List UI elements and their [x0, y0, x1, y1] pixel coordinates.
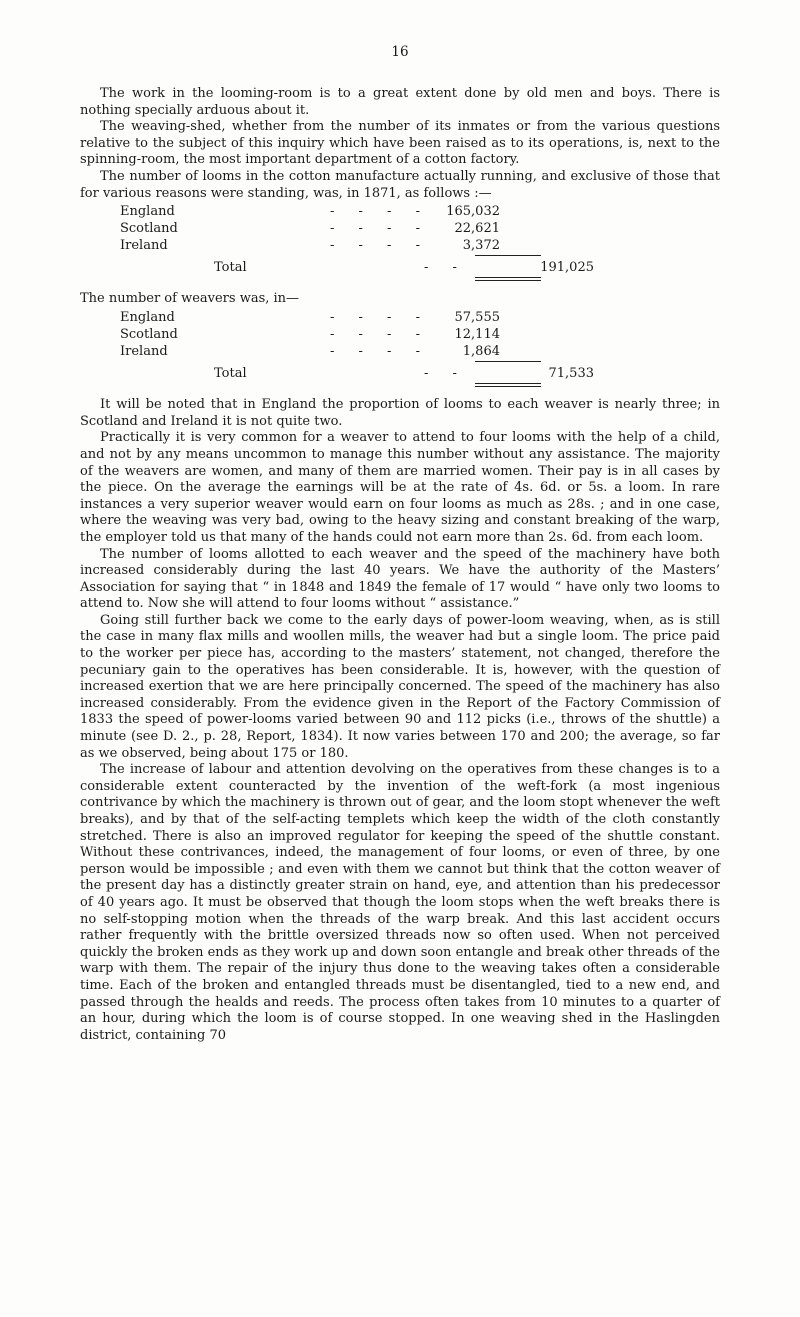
weavers-total-double-rule [475, 383, 541, 387]
weavers-total-value: 71,533 [548, 366, 594, 382]
weavers-row-value: 1,864 [462, 344, 500, 360]
looms-table [80, 204, 720, 281]
looms-total-dashes: - - [424, 260, 467, 276]
paragraph-looming-room: The work in the looming-room is to a great extent done by old men and boys. There is nothing specially arduous about it. [80, 86, 720, 118]
looms-total-label: Total [214, 260, 247, 276]
paragraph-four-looms: Practically it is very common for a weaver to attend to four looms with the help of a child, and not by any means uncommon to manage this number without any assistance. The majority of the weavers are women, and many of them are married women. Their pay is in all cases by the piece. On the average the earnings will be at the rate of 4s. 6d. or 5s. a loom. In rare instances a very superior weaver would earn on four looms as much as 28s. ; and in one case, where the weaving was very bad, owing to the heavy sizing and constant breaking of the warp, the employer told us that many of the hands could not earn more than 2s. 6d. from each loom. [80, 430, 720, 545]
looms-row-label: England [120, 204, 175, 220]
looms-row-value: 165,032 [446, 204, 500, 220]
weavers-intro: The number of weavers was, in— [80, 291, 300, 307]
looms-total-row [80, 260, 720, 277]
weavers-row-dashes: - - - - [330, 344, 430, 360]
looms-row-value: 22,621 [454, 221, 500, 237]
paragraph-increase-of-labour: The increase of labour and attention devolving on the operatives from these changes is to a considerable extent counteracted by the invention of the weft-fork (a most ingenious contrivance by which the machinery is thrown out of gear, and the loom stopt whenever the weft breaks), and by that of the self-acting templets which keep the width of the cloth constantly stretched. There is also an improved regulator for keeping the speed of the shuttle constant. Without these contrivances, indeed, the management of four looms, or even of three, by one person would be impossible ; and even with them we cannot but think that the cotton weaver of the present day has a distinctly greater strain on hand, eye, and attention than his predecessor of 40 years ago. It must be observed that though the loom stops when the weft breaks there is no self-stopping motion when the threads of the warp break. And this last accident occurs rather frequently with the brittle oversized threads now so often used. When not perceived quickly the broken ends as they work up and down soon entangle and break other threads of the warp with them. The repair of the injury thus done to the weaving takes often a considerable time. Each of the broken and entangled threads must be disentangled, tied to a new end, and passed through the healds and reeds. The process often takes from 10 minutes to a quarter of an hour, during which the loom is of course stopped. In one weaving shed in the Haslingden district, containing 70 [80, 762, 720, 1043]
weavers-total-label: Total [214, 366, 247, 382]
body-text [80, 86, 720, 1044]
weavers-table [80, 310, 720, 387]
weavers-row-england [80, 310, 720, 327]
looms-row-value: 3,372 [462, 238, 500, 254]
paragraph-proportion: It will be noted that in England the proportion of looms to each weaver is nearly three; in Scotland and Ireland it is not quite two. [80, 397, 720, 429]
weavers-row-ireland [80, 344, 720, 361]
looms-row-dashes: - - - - [330, 238, 430, 254]
looms-row-label: Scotland [120, 221, 178, 237]
weavers-row-label: Ireland [120, 344, 168, 360]
looms-row-dashes: - - - - [330, 204, 430, 220]
weavers-row-label: Scotland [120, 327, 178, 343]
looms-row-dashes: - - - - [330, 221, 430, 237]
paragraph-looms-allotted: The number of looms allotted to each weaver and the speed of the machinery have both increased considerably during the last 40 years. We have the authority of the Masters’ Association for saying that “ in 1848 and 1849 the female of 17 would “ have only two looms to attend to. Now she will attend to four looms without “ assistance.” [80, 546, 720, 612]
looms-total-value: 191,025 [540, 260, 594, 276]
looms-row-england [80, 204, 720, 221]
looms-total-double-rule [475, 277, 541, 281]
looms-row-scotland [80, 221, 720, 238]
weavers-row-dashes: - - - - [330, 310, 430, 326]
weavers-total-dashes: - - [424, 366, 467, 382]
paragraph-weaving-shed: The weaving-shed, whether from the number of its inmates or from the various questions relative to the subject of this inquiry which have been raised as to its operations, is, next to the spinning-room, the most important department of a cotton factory. [80, 119, 720, 168]
looms-row-label: Ireland [120, 238, 168, 254]
weavers-total-row [80, 366, 720, 383]
weavers-row-dashes: - - - - [330, 327, 430, 343]
weavers-row-value: 12,114 [454, 327, 500, 343]
paragraph-looms-count-intro: The number of looms in the cotton manufacture actually running, and exclusive of those that for various reasons were standing, was, in 1871, as follows :— [80, 168, 720, 201]
weavers-row-value: 57,555 [454, 310, 500, 326]
page-number: 16 [391, 44, 409, 60]
weavers-row-scotland [80, 327, 720, 344]
looms-row-ireland [80, 238, 720, 255]
weavers-row-label: England [120, 310, 175, 326]
paragraph-early-days: Going still further back we come to the early days of power-loom weaving, when, as is still the case in many flax mills and woollen mills, the weaver had but a single loom. The price paid to the worker per piece has, according to the masters’ statement, not changed, therefore the pecuniary gain to the operatives has been considerable. It is, however, with the question of increased exertion that we are here principally concerned. The speed of the machinery has also increased considerably. From the evidence given in the Report of the Factory Commission of 1833 the speed of power-looms varied between 90 and 112 picks (i.e., throws of the shuttle) a minute (see D. 2., p. 28, Report, 1834). It now varies between 170 and 200; the average, so far as we observed, being about 175 or 180. [80, 612, 720, 761]
